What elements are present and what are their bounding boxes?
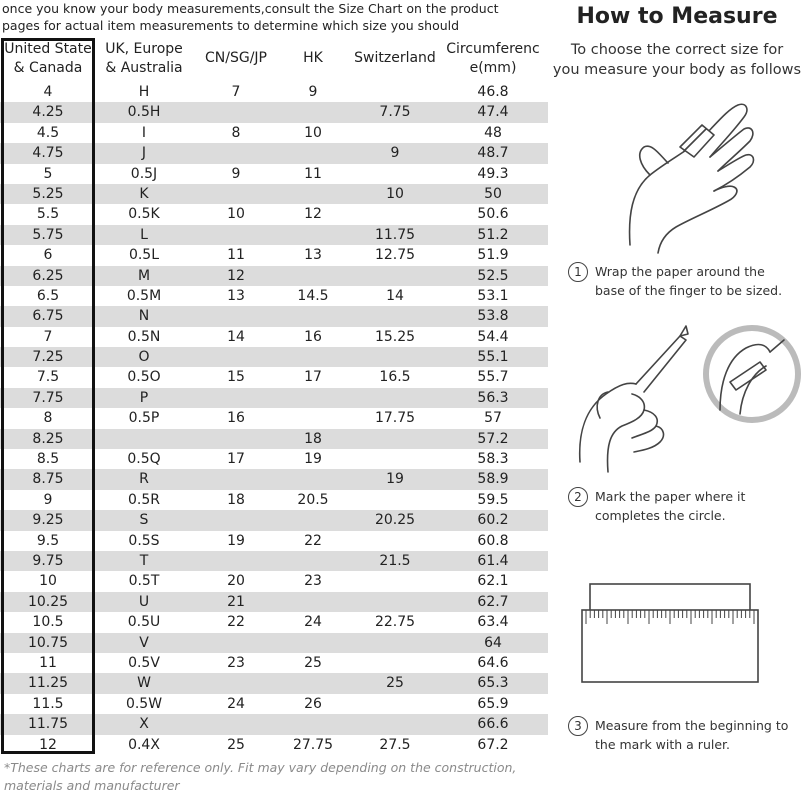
table-row xyxy=(0,633,548,653)
step-text-line: Measure from the beginning to xyxy=(595,718,789,733)
cell-cn-sg-jp: 20 xyxy=(227,573,245,590)
cell-us-canada: 5.25 xyxy=(32,185,64,202)
cell-us-canada: 8.75 xyxy=(32,471,64,488)
table-row xyxy=(0,510,548,530)
table-row xyxy=(0,266,548,286)
cell-circumference: 66.6 xyxy=(477,716,509,733)
cell-switzerland: 21.5 xyxy=(379,552,411,569)
step-text xyxy=(595,716,804,754)
cell-circumference: 60.2 xyxy=(477,512,509,529)
cell-switzerland xyxy=(350,388,440,408)
cell-cn-sg-jp: 18 xyxy=(227,491,245,508)
cell-circumference: 46.8 xyxy=(477,84,509,100)
table-row xyxy=(0,286,548,306)
cell-us-canada: 5.75 xyxy=(32,226,64,243)
cell-hk xyxy=(276,225,350,245)
how-to-measure-panel xyxy=(550,0,804,800)
cell-cn-sg-jp xyxy=(194,388,278,408)
header-line: United State xyxy=(4,41,92,57)
cell-uk-europe-australia: M xyxy=(137,267,151,284)
cell-circumference: 60.8 xyxy=(477,532,509,549)
cell-cn-sg-jp: 7 xyxy=(231,84,241,100)
cell-uk-europe-australia xyxy=(98,429,190,449)
cell-us-canada: 11.5 xyxy=(32,695,64,712)
cell-circumference: 50.6 xyxy=(477,206,509,223)
cell-switzerland xyxy=(350,306,440,326)
cell-switzerland xyxy=(350,592,440,612)
table-row xyxy=(0,469,548,489)
cell-circumference: 54.4 xyxy=(477,328,509,345)
step-number-badge: 3 xyxy=(568,716,588,736)
step-text-line: completes the circle. xyxy=(595,508,726,523)
cell-cn-sg-jp: 22 xyxy=(227,614,245,631)
cell-us-canada: 6.75 xyxy=(32,308,64,325)
cell-circumference: 62.7 xyxy=(477,593,509,610)
ruler-illustration xyxy=(578,578,778,688)
header-line: Switzerland xyxy=(354,50,436,66)
cell-circumference: 61.4 xyxy=(477,552,509,569)
hand-wrap-illustration xyxy=(610,95,760,255)
cell-uk-europe-australia: 0.5V xyxy=(128,654,160,671)
cell-cn-sg-jp xyxy=(194,306,278,326)
panel-title: How to Measure xyxy=(576,4,778,29)
cell-cn-sg-jp: 11 xyxy=(227,247,245,264)
cell-us-canada: 11.75 xyxy=(27,716,69,733)
cell-us-canada: 5.5 xyxy=(36,206,60,223)
cell-uk-europe-australia: 0.5H xyxy=(127,104,161,121)
panel-intro-line: you measure your body as follows xyxy=(552,62,802,78)
cell-us-canada: 9.75 xyxy=(32,552,64,569)
cell-us-canada: 7.25 xyxy=(32,349,64,366)
cell-uk-europe-australia: L xyxy=(140,226,148,243)
note-line: *These charts are for reference only. Fit may vary depending on the construction, xyxy=(4,760,517,775)
table-row xyxy=(0,694,548,714)
cell-cn-sg-jp xyxy=(194,102,278,122)
cell-cn-sg-jp: 15 xyxy=(227,369,245,386)
cell-uk-europe-australia: 0.5S xyxy=(128,532,160,549)
cell-uk-europe-australia: H xyxy=(138,84,150,100)
cell-circumference: 67.2 xyxy=(477,736,509,753)
cell-cn-sg-jp xyxy=(194,347,278,367)
table-row xyxy=(0,184,548,204)
header-circumference xyxy=(438,40,548,78)
table-row xyxy=(0,347,548,367)
cell-hk xyxy=(276,510,350,530)
cell-us-canada: 8.5 xyxy=(36,451,60,468)
cell-switzerland: 16.5 xyxy=(379,369,411,386)
disclaimer-note xyxy=(4,759,549,795)
cell-uk-europe-australia: N xyxy=(138,308,150,325)
cell-cn-sg-jp: 16 xyxy=(227,410,245,427)
cell-cn-sg-jp: 9 xyxy=(231,165,241,182)
header-hk xyxy=(276,49,350,68)
cell-circumference: 49.3 xyxy=(477,165,509,182)
cell-circumference: 48.7 xyxy=(477,145,509,162)
cell-circumference: 55.7 xyxy=(477,369,509,386)
cell-hk xyxy=(276,592,350,612)
cell-hk: 14.5 xyxy=(297,287,329,304)
cell-cn-sg-jp xyxy=(194,469,278,489)
cell-uk-europe-australia: X xyxy=(139,716,149,733)
mark-paper-illustration xyxy=(570,322,804,482)
table-row xyxy=(0,408,548,428)
panel-intro-line: To choose the correct size for xyxy=(570,42,784,58)
cell-us-canada: 7.5 xyxy=(36,369,60,386)
note-line: materials and manufacturer xyxy=(4,778,180,793)
cell-hk: 17 xyxy=(304,369,322,386)
cell-circumference: 58.9 xyxy=(477,471,509,488)
cell-circumference: 53.1 xyxy=(477,287,509,304)
cell-us-canada: 8 xyxy=(43,410,53,427)
table-row xyxy=(0,673,548,693)
cell-hk xyxy=(276,347,350,367)
cell-circumference: 57.2 xyxy=(477,430,509,447)
table-body xyxy=(0,82,548,755)
cell-hk: 24 xyxy=(304,614,322,631)
cell-circumference: 55.1 xyxy=(477,349,509,366)
cell-switzerland xyxy=(350,449,440,469)
cell-us-canada: 6.5 xyxy=(36,287,60,304)
cell-switzerland: 15.25 xyxy=(374,328,416,345)
cell-us-canada: 10.75 xyxy=(27,634,69,651)
cell-uk-europe-australia: 0.5L xyxy=(128,247,160,264)
step-text xyxy=(595,487,804,525)
header-line: e(mm) xyxy=(469,60,517,76)
cell-hk xyxy=(276,184,350,204)
cell-hk: 23 xyxy=(304,573,322,590)
cell-cn-sg-jp: 13 xyxy=(227,287,245,304)
cell-cn-sg-jp: 14 xyxy=(227,328,245,345)
cell-uk-europe-australia: V xyxy=(139,634,149,651)
cell-hk xyxy=(276,143,350,163)
cell-switzerland: 20.25 xyxy=(374,512,416,529)
cell-switzerland: 27.5 xyxy=(379,736,411,753)
cell-uk-europe-australia: J xyxy=(141,145,147,162)
cell-cn-sg-jp xyxy=(194,143,278,163)
cell-circumference: 59.5 xyxy=(477,491,509,508)
cell-cn-sg-jp: 17 xyxy=(227,451,245,468)
cell-hk: 19 xyxy=(304,451,322,468)
intro-line: once you know your body measurements,consult the Size Chart on the product xyxy=(2,1,499,16)
cell-uk-europe-australia: W xyxy=(137,675,151,692)
cell-cn-sg-jp xyxy=(194,551,278,571)
cell-circumference: 57 xyxy=(484,410,502,427)
header-line: UK, Europe xyxy=(105,41,183,57)
cell-uk-europe-australia: 0.5K xyxy=(128,206,160,223)
intro-line: pages for actual item measurements to determine which size you should xyxy=(2,18,460,33)
table-row xyxy=(0,531,548,551)
cell-switzerland xyxy=(350,266,440,286)
intro-text xyxy=(2,0,547,34)
header-line: CN/SG/JP xyxy=(205,50,267,66)
cell-uk-europe-australia: U xyxy=(138,593,150,610)
cell-hk: 12 xyxy=(304,206,322,223)
header-switzerland xyxy=(350,49,440,68)
step-text-line: base of the finger to be sized. xyxy=(595,283,783,298)
cell-uk-europe-australia: T xyxy=(139,552,149,569)
cell-circumference: 56.3 xyxy=(477,389,509,406)
cell-hk xyxy=(276,266,350,286)
cell-uk-europe-australia: 0.5O xyxy=(127,369,161,386)
cell-cn-sg-jp xyxy=(194,673,278,693)
cell-uk-europe-australia: 0.5R xyxy=(128,491,160,508)
cell-hk xyxy=(276,102,350,122)
table-row xyxy=(0,735,548,755)
cell-circumference: 48 xyxy=(484,124,502,141)
cell-circumference: 58.3 xyxy=(477,451,509,468)
cell-us-canada: 7 xyxy=(43,328,53,345)
table-row xyxy=(0,204,548,224)
table-row xyxy=(0,592,548,612)
step-text-line: Wrap the paper around the xyxy=(595,264,765,279)
cell-hk xyxy=(276,469,350,489)
cell-hk: 25 xyxy=(304,654,322,671)
cell-hk: 26 xyxy=(304,695,322,712)
cell-switzerland: 12.75 xyxy=(374,247,416,264)
cell-us-canada: 11.25 xyxy=(27,675,69,692)
cell-hk xyxy=(276,633,350,653)
cell-uk-europe-australia: O xyxy=(138,349,150,366)
cell-us-canada: 4.75 xyxy=(32,145,64,162)
cell-uk-europe-australia: R xyxy=(139,471,149,488)
cell-uk-europe-australia: 0.5W xyxy=(125,695,163,712)
cell-circumference: 65.3 xyxy=(477,675,509,692)
cell-uk-europe-australia: 0.5Q xyxy=(127,451,161,468)
table-row xyxy=(0,164,548,184)
table-row xyxy=(0,551,548,571)
cell-circumference: 51.9 xyxy=(477,247,509,264)
cell-cn-sg-jp xyxy=(194,184,278,204)
cell-uk-europe-australia: 0.5N xyxy=(127,328,161,345)
cell-us-canada: 5 xyxy=(43,165,53,182)
cell-circumference: 64 xyxy=(484,634,502,651)
cell-circumference: 47.4 xyxy=(477,104,509,121)
step-text xyxy=(595,262,804,300)
step-text-line: Mark the paper where it xyxy=(595,489,746,504)
cell-us-canada: 9 xyxy=(43,491,53,508)
size-chart-table xyxy=(0,38,548,755)
cell-circumference: 62.1 xyxy=(477,573,509,590)
cell-cn-sg-jp xyxy=(194,633,278,653)
header-us-canada xyxy=(0,40,96,78)
header-uk-europe-australia xyxy=(98,40,190,78)
cell-us-canada: 10.25 xyxy=(27,593,69,610)
cell-circumference: 63.4 xyxy=(477,614,509,631)
cell-circumference: 52.5 xyxy=(477,267,509,284)
cell-us-canada: 9.25 xyxy=(32,512,64,529)
cell-us-canada: 10.5 xyxy=(32,614,64,631)
cell-switzerland: 22.75 xyxy=(374,614,416,631)
cell-uk-europe-australia: K xyxy=(139,185,149,202)
cell-us-canada: 6 xyxy=(43,247,53,264)
table-row xyxy=(0,653,548,673)
cell-switzerland xyxy=(350,694,440,714)
cell-switzerland xyxy=(350,653,440,673)
cell-us-canada: 7.75 xyxy=(32,389,64,406)
cell-us-canada: 4 xyxy=(43,84,53,100)
cell-circumference: 50 xyxy=(484,185,502,202)
cell-uk-europe-australia: 0.5J xyxy=(130,165,158,182)
step-number-badge: 2 xyxy=(568,487,588,507)
header-line: & Australia xyxy=(105,60,183,76)
cell-uk-europe-australia: 0.5M xyxy=(126,287,162,304)
cell-switzerland: 19 xyxy=(386,471,404,488)
cell-uk-europe-australia: 0.4X xyxy=(128,736,160,753)
table-row xyxy=(0,367,548,387)
cell-circumference: 65.9 xyxy=(477,695,509,712)
cell-cn-sg-jp: 24 xyxy=(227,695,245,712)
cell-us-canada: 4.25 xyxy=(32,104,64,121)
cell-hk: 9 xyxy=(308,84,318,100)
cell-uk-europe-australia: 0.5P xyxy=(128,410,160,427)
cell-hk: 20.5 xyxy=(297,491,329,508)
cell-hk xyxy=(276,673,350,693)
cell-switzerland: 10 xyxy=(386,185,404,202)
header-line: & Canada xyxy=(13,60,83,76)
table-row xyxy=(0,225,548,245)
cell-cn-sg-jp: 19 xyxy=(227,532,245,549)
cell-us-canada: 8.25 xyxy=(32,430,64,447)
cell-cn-sg-jp: 10 xyxy=(227,206,245,223)
cell-us-canada: 11 xyxy=(39,654,57,671)
cell-circumference: 64.6 xyxy=(477,654,509,671)
cell-switzerland: 25 xyxy=(386,675,404,692)
cell-us-canada: 10 xyxy=(39,573,57,590)
table-row xyxy=(0,306,548,326)
cell-hk: 18 xyxy=(304,430,322,447)
cell-hk xyxy=(276,408,350,428)
cell-cn-sg-jp: 8 xyxy=(231,124,241,141)
cell-hk xyxy=(276,388,350,408)
table-row xyxy=(0,143,548,163)
header-line: HK xyxy=(303,50,323,66)
table-row xyxy=(0,388,548,408)
cell-uk-europe-australia: 0.5U xyxy=(127,614,161,631)
cell-us-canada: 6.25 xyxy=(32,267,64,284)
cell-switzerland: 11.75 xyxy=(374,226,416,243)
cell-switzerland xyxy=(350,429,440,449)
cell-uk-europe-australia: 0.5T xyxy=(128,573,160,590)
table-row xyxy=(0,571,548,591)
step-number-badge: 1 xyxy=(568,262,588,282)
cell-hk: 13 xyxy=(304,247,322,264)
cell-us-canada: 4.5 xyxy=(36,124,60,141)
table-row xyxy=(0,612,548,632)
cell-switzerland: 7.75 xyxy=(379,104,411,121)
cell-switzerland xyxy=(350,531,440,551)
cell-switzerland xyxy=(350,490,440,510)
cell-cn-sg-jp: 25 xyxy=(227,736,245,753)
cell-cn-sg-jp: 12 xyxy=(227,267,245,284)
cell-hk: 22 xyxy=(304,532,322,549)
cell-switzerland: 17.75 xyxy=(374,410,416,427)
cell-hk xyxy=(276,551,350,571)
cell-switzerland xyxy=(350,82,440,102)
cell-circumference: 51.2 xyxy=(477,226,509,243)
cell-us-canada: 12 xyxy=(39,736,57,753)
cell-cn-sg-jp: 23 xyxy=(227,654,245,671)
cell-switzerland xyxy=(350,123,440,143)
cell-hk xyxy=(276,714,350,734)
cell-switzerland xyxy=(350,633,440,653)
table-header xyxy=(0,38,548,82)
table-row xyxy=(0,123,548,143)
cell-hk: 11 xyxy=(304,165,322,182)
table-row xyxy=(0,449,548,469)
table-row xyxy=(0,327,548,347)
cell-switzerland xyxy=(350,714,440,734)
cell-hk xyxy=(276,306,350,326)
cell-switzerland: 9 xyxy=(390,145,400,162)
cell-switzerland xyxy=(350,164,440,184)
cell-cn-sg-jp: 21 xyxy=(227,593,245,610)
table-row xyxy=(0,714,548,734)
cell-uk-europe-australia: S xyxy=(139,512,149,529)
cell-uk-europe-australia: P xyxy=(139,389,149,406)
cell-hk: 10 xyxy=(304,124,322,141)
cell-hk: 27.75 xyxy=(292,736,334,753)
cell-cn-sg-jp xyxy=(194,225,278,245)
cell-us-canada: 9.5 xyxy=(36,532,60,549)
cell-cn-sg-jp xyxy=(194,714,278,734)
cell-switzerland xyxy=(350,571,440,591)
cell-switzerland xyxy=(350,204,440,224)
header-cn-sg-jp xyxy=(194,49,278,68)
table-row xyxy=(0,82,548,102)
header-line: Circumferenc xyxy=(446,41,540,57)
panel-intro xyxy=(550,40,804,80)
cell-switzerland: 14 xyxy=(386,287,404,304)
cell-cn-sg-jp xyxy=(194,510,278,530)
cell-switzerland xyxy=(350,347,440,367)
table-row xyxy=(0,490,548,510)
cell-cn-sg-jp xyxy=(194,429,278,449)
step-text-line: the mark with a ruler. xyxy=(595,737,730,752)
cell-circumference: 53.8 xyxy=(477,308,509,325)
table-row xyxy=(0,102,548,122)
cell-uk-europe-australia: I xyxy=(141,124,147,141)
table-row xyxy=(0,245,548,265)
cell-hk: 16 xyxy=(304,328,322,345)
table-row xyxy=(0,429,548,449)
